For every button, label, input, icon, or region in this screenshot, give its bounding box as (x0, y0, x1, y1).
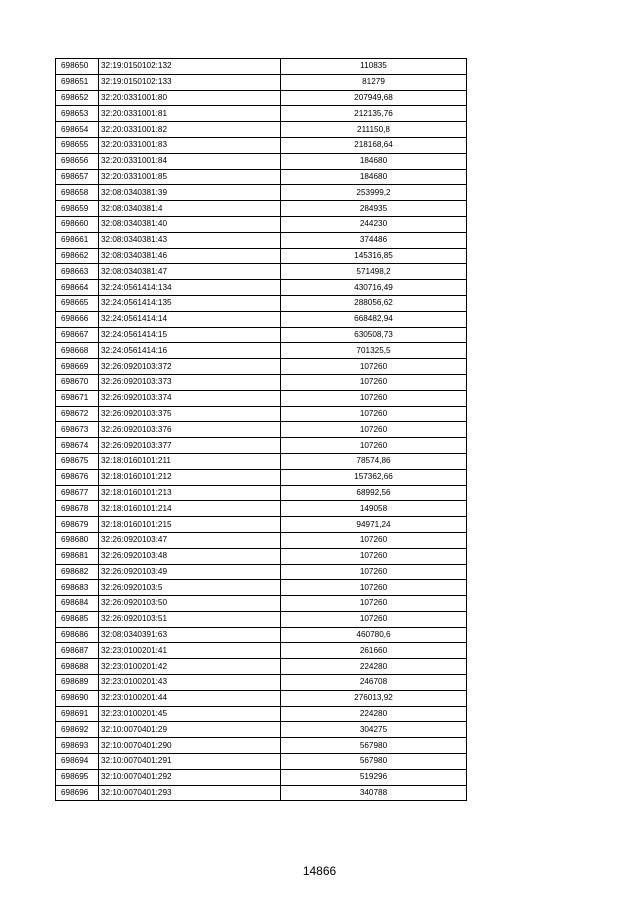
value-cell: 630508,73 (281, 327, 467, 343)
value-cell: 571498,2 (281, 264, 467, 280)
cadastral-number-cell: 32:26:0920103:373 (99, 374, 281, 390)
cadastral-number-cell: 32:18:0160101:211 (99, 453, 281, 469)
row-id-cell: 698691 (56, 706, 99, 722)
table-row (56, 264, 467, 280)
value-cell: 284935 (281, 201, 467, 217)
cadastral-number-cell: 32:10:0070401:29 (99, 722, 281, 738)
row-id-cell: 698690 (56, 690, 99, 706)
value-cell: 68992,56 (281, 485, 467, 501)
table-row (56, 201, 467, 217)
cadastral-number-cell: 32:23:0100201:41 (99, 643, 281, 659)
table-row (56, 185, 467, 201)
value-cell: 374486 (281, 232, 467, 248)
row-id-cell: 698694 (56, 754, 99, 770)
table-row (56, 675, 467, 691)
row-id-cell: 698678 (56, 501, 99, 517)
row-id-cell: 698671 (56, 390, 99, 406)
table-row (56, 580, 467, 596)
table-body (56, 59, 467, 801)
cadastral-number-cell: 32:10:0070401:293 (99, 785, 281, 801)
row-id-cell: 698652 (56, 90, 99, 106)
row-id-cell: 698661 (56, 232, 99, 248)
value-cell: 94971,24 (281, 517, 467, 533)
row-id-cell: 698656 (56, 153, 99, 169)
cadastral-number-cell: 32:10:0070401:290 (99, 738, 281, 754)
value-cell: 107260 (281, 374, 467, 390)
table-row (56, 169, 467, 185)
row-id-cell: 698668 (56, 343, 99, 359)
cadastral-number-cell: 32:08:0340381:39 (99, 185, 281, 201)
cadastral-number-cell: 32:08:0340381:47 (99, 264, 281, 280)
value-cell: 340788 (281, 785, 467, 801)
cadastral-number-cell: 32:24:0561414:16 (99, 343, 281, 359)
value-cell: 567980 (281, 738, 467, 754)
table-row (56, 659, 467, 675)
row-id-cell: 698665 (56, 295, 99, 311)
row-id-cell: 698674 (56, 438, 99, 454)
cadastral-number-cell: 32:26:0920103:374 (99, 390, 281, 406)
row-id-cell: 698695 (56, 769, 99, 785)
table-row (56, 311, 467, 327)
row-id-cell: 698659 (56, 201, 99, 217)
table-row (56, 232, 467, 248)
cadastral-number-cell: 32:24:0561414:135 (99, 295, 281, 311)
cadastral-number-cell: 32:26:0920103:47 (99, 532, 281, 548)
cadastral-number-cell: 32:23:0100201:44 (99, 690, 281, 706)
cadastral-number-cell: 32:08:0340381:46 (99, 248, 281, 264)
row-id-cell: 698680 (56, 532, 99, 548)
table-row (56, 137, 467, 153)
table-row (56, 280, 467, 296)
value-cell: 304275 (281, 722, 467, 738)
value-cell: 107260 (281, 359, 467, 375)
cadastral-number-cell: 32:08:0340381:43 (99, 232, 281, 248)
table-row (56, 596, 467, 612)
cadastral-number-cell: 32:26:0920103:50 (99, 596, 281, 612)
table-row (56, 469, 467, 485)
data-table (55, 58, 467, 801)
value-cell: 107260 (281, 406, 467, 422)
value-cell: 668482,94 (281, 311, 467, 327)
table-row (56, 406, 467, 422)
row-id-cell: 698685 (56, 611, 99, 627)
value-cell: 567980 (281, 754, 467, 770)
table-row (56, 690, 467, 706)
table-row (56, 438, 467, 454)
row-id-cell: 698681 (56, 548, 99, 564)
table-row (56, 74, 467, 90)
row-id-cell: 698667 (56, 327, 99, 343)
value-cell: 246708 (281, 675, 467, 691)
value-cell: 276013,92 (281, 690, 467, 706)
value-cell: 244230 (281, 216, 467, 232)
row-id-cell: 698650 (56, 59, 99, 75)
value-cell: 701325,5 (281, 343, 467, 359)
table-row (56, 343, 467, 359)
cadastral-number-cell: 32:18:0160101:215 (99, 517, 281, 533)
cadastral-number-cell: 32:20:0331001:80 (99, 90, 281, 106)
row-id-cell: 698686 (56, 627, 99, 643)
cadastral-number-cell: 32:24:0561414:134 (99, 280, 281, 296)
row-id-cell: 698658 (56, 185, 99, 201)
value-cell: 224280 (281, 706, 467, 722)
value-cell: 157362,66 (281, 469, 467, 485)
table-row (56, 738, 467, 754)
table-row (56, 359, 467, 375)
table-row (56, 548, 467, 564)
table-row (56, 785, 467, 801)
row-id-cell: 698672 (56, 406, 99, 422)
table-row (56, 564, 467, 580)
cadastral-number-cell: 32:26:0920103:377 (99, 438, 281, 454)
table-row (56, 248, 467, 264)
table-row (56, 611, 467, 627)
cadastral-number-cell: 32:18:0160101:212 (99, 469, 281, 485)
row-id-cell: 698662 (56, 248, 99, 264)
value-cell: 460780,6 (281, 627, 467, 643)
value-cell: 107260 (281, 548, 467, 564)
table-row (56, 754, 467, 770)
row-id-cell: 698687 (56, 643, 99, 659)
table-row (56, 706, 467, 722)
table-row (56, 422, 467, 438)
cadastral-number-cell: 32:08:0340391:63 (99, 627, 281, 643)
table-row (56, 485, 467, 501)
cadastral-number-cell: 32:26:0920103:49 (99, 564, 281, 580)
value-cell: 107260 (281, 422, 467, 438)
table-row (56, 59, 467, 75)
cadastral-number-cell: 32:10:0070401:291 (99, 754, 281, 770)
value-cell: 224280 (281, 659, 467, 675)
row-id-cell: 698683 (56, 580, 99, 596)
cadastral-number-cell: 32:18:0160101:214 (99, 501, 281, 517)
row-id-cell: 698655 (56, 137, 99, 153)
value-cell: 110835 (281, 59, 467, 75)
table-row (56, 327, 467, 343)
value-cell: 288056,62 (281, 295, 467, 311)
cadastral-number-cell: 32:10:0070401:292 (99, 769, 281, 785)
value-cell: 184680 (281, 153, 467, 169)
cadastral-number-cell: 32:20:0331001:81 (99, 106, 281, 122)
row-id-cell: 698654 (56, 122, 99, 138)
cadastral-number-cell: 32:18:0160101:213 (99, 485, 281, 501)
table-row (56, 216, 467, 232)
cadastral-number-cell: 32:20:0331001:83 (99, 137, 281, 153)
value-cell: 430716,49 (281, 280, 467, 296)
row-id-cell: 698676 (56, 469, 99, 485)
table-row (56, 627, 467, 643)
cadastral-number-cell: 32:19:0150102:132 (99, 59, 281, 75)
page-number: 14866 (302, 864, 337, 878)
cadastral-number-cell: 32:26:0920103:5 (99, 580, 281, 596)
value-cell: 184680 (281, 169, 467, 185)
value-cell: 107260 (281, 596, 467, 612)
value-cell: 253999,2 (281, 185, 467, 201)
value-cell: 261660 (281, 643, 467, 659)
row-id-cell: 698677 (56, 485, 99, 501)
table-row (56, 374, 467, 390)
row-id-cell: 698663 (56, 264, 99, 280)
value-cell: 145316,85 (281, 248, 467, 264)
table-row (56, 501, 467, 517)
table-row (56, 106, 467, 122)
cadastral-number-cell: 32:08:0340381:4 (99, 201, 281, 217)
value-cell: 107260 (281, 438, 467, 454)
cadastral-number-cell: 32:20:0331001:82 (99, 122, 281, 138)
row-id-cell: 698682 (56, 564, 99, 580)
table-row (56, 122, 467, 138)
row-id-cell: 698660 (56, 216, 99, 232)
table-row (56, 390, 467, 406)
row-id-cell: 698696 (56, 785, 99, 801)
row-id-cell: 698657 (56, 169, 99, 185)
cadastral-number-cell: 32:23:0100201:45 (99, 706, 281, 722)
value-cell: 212135,76 (281, 106, 467, 122)
row-id-cell: 698664 (56, 280, 99, 296)
table-row (56, 295, 467, 311)
cadastral-number-cell: 32:20:0331001:84 (99, 153, 281, 169)
value-cell: 211150,8 (281, 122, 467, 138)
table-row (56, 769, 467, 785)
value-cell: 107260 (281, 611, 467, 627)
table-row (56, 532, 467, 548)
value-cell: 107260 (281, 580, 467, 596)
value-cell: 218168,64 (281, 137, 467, 153)
cadastral-number-cell: 32:26:0920103:51 (99, 611, 281, 627)
table-row (56, 517, 467, 533)
table-row (56, 153, 467, 169)
cadastral-number-cell: 32:26:0920103:372 (99, 359, 281, 375)
row-id-cell: 698669 (56, 359, 99, 375)
value-cell: 149058 (281, 501, 467, 517)
cadastral-number-cell: 32:23:0100201:43 (99, 675, 281, 691)
cadastral-number-cell: 32:26:0920103:48 (99, 548, 281, 564)
row-id-cell: 698693 (56, 738, 99, 754)
table-row (56, 643, 467, 659)
cadastral-number-cell: 32:24:0561414:15 (99, 327, 281, 343)
cadastral-number-cell: 32:26:0920103:376 (99, 422, 281, 438)
cadastral-number-cell: 32:19:0150102:133 (99, 74, 281, 90)
value-cell: 107260 (281, 532, 467, 548)
row-id-cell: 698675 (56, 453, 99, 469)
row-id-cell: 698673 (56, 422, 99, 438)
row-id-cell: 698653 (56, 106, 99, 122)
row-id-cell: 698689 (56, 675, 99, 691)
value-cell: 81279 (281, 74, 467, 90)
table-row (56, 453, 467, 469)
row-id-cell: 698684 (56, 596, 99, 612)
value-cell: 519296 (281, 769, 467, 785)
value-cell: 207949,68 (281, 90, 467, 106)
cadastral-number-cell: 32:24:0561414:14 (99, 311, 281, 327)
table-row (56, 90, 467, 106)
row-id-cell: 698666 (56, 311, 99, 327)
row-id-cell: 698651 (56, 74, 99, 90)
cadastral-number-cell: 32:08:0340381:40 (99, 216, 281, 232)
row-id-cell: 698670 (56, 374, 99, 390)
table-row (56, 722, 467, 738)
value-cell: 78574,86 (281, 453, 467, 469)
value-cell: 107260 (281, 564, 467, 580)
row-id-cell: 698692 (56, 722, 99, 738)
row-id-cell: 698688 (56, 659, 99, 675)
cadastral-number-cell: 32:26:0920103:375 (99, 406, 281, 422)
row-id-cell: 698679 (56, 517, 99, 533)
cadastral-number-cell: 32:23:0100201:42 (99, 659, 281, 675)
value-cell: 107260 (281, 390, 467, 406)
cadastral-number-cell: 32:20:0331001:85 (99, 169, 281, 185)
